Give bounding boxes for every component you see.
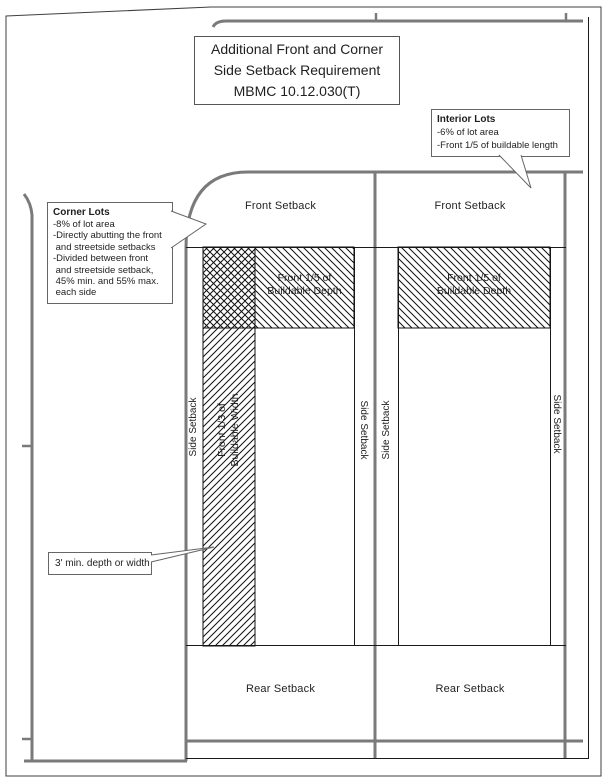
min-depth-callout	[48, 552, 152, 575]
corner-lot-front-fifth-line2: Buildable Depth	[267, 285, 342, 297]
corner-lot-rear-setback-label: Rear Setback	[245, 683, 316, 695]
title-line-2: Side Setback Requirement	[213, 62, 381, 78]
interior-lot-rear-setback-label: Rear Setback	[435, 683, 505, 695]
interior-lot-front-fifth-line2: Buildable Depth	[436, 285, 512, 297]
interior-lot-side-setback-right-label: Side Setback	[551, 394, 562, 454]
corner-lot-front-third-line2: Buildable Width	[229, 393, 241, 467]
title-box	[194, 36, 400, 105]
corner-lots-line: -Directly abutting the front	[53, 230, 162, 242]
interior-lots-line: -6% of lot area	[437, 127, 499, 138]
side-street-tick-marks	[22, 446, 31, 739]
interior-lot-front-fifth-label	[398, 272, 550, 298]
corner-lot-front-third-line1: Front 1/3 of	[216, 403, 228, 457]
corner-lots-line: -Divided between front	[53, 253, 149, 265]
interior-lots-heading: Interior Lots	[437, 114, 496, 125]
title-line-1: Additional Front and Corner	[211, 41, 383, 57]
corner-lots-line: and streetside setback,	[53, 264, 154, 276]
corner-lot-side-setback-left-label: Side Setback	[188, 397, 199, 457]
interior-lots-callout	[431, 109, 570, 157]
corner-lots-line: and streetside setbacks	[53, 241, 156, 253]
corner-lots-line: 45% min. and 55% max.	[53, 276, 159, 288]
corner-lot-front-fifth-line1: Front 1/5 of	[277, 272, 332, 284]
corner-lots-heading: Corner Lots	[53, 207, 110, 218]
corner-lot-front-third-label	[216, 375, 242, 485]
interior-lot-front-fifth-line1: Front 1/5 of	[447, 272, 501, 284]
corner-lot-front-fifth-label	[255, 272, 354, 298]
corner-overlap-crosshatch-area	[203, 247, 255, 328]
corner-lots-line: -8% of lot area	[53, 219, 115, 230]
interior-lots-line: -Front 1/5 of buildable length	[437, 140, 558, 151]
min-depth-label: 3' min. depth or width	[55, 558, 150, 569]
corner-lot-side-setback-right-label: Side Setback	[358, 400, 369, 460]
street-tick-marks	[376, 13, 566, 20]
title-line-3: MBMC 10.12.030(T)	[233, 83, 361, 99]
interior-lot-side-setback-left-label: Side Setback	[381, 400, 392, 460]
interior-lot-front-setback-label: Front Setback	[434, 200, 506, 212]
corner-lots-line: each side	[53, 287, 97, 299]
corner-lots-callout	[47, 202, 173, 304]
corner-lot-front-setback-label: Front Setback	[244, 200, 317, 212]
